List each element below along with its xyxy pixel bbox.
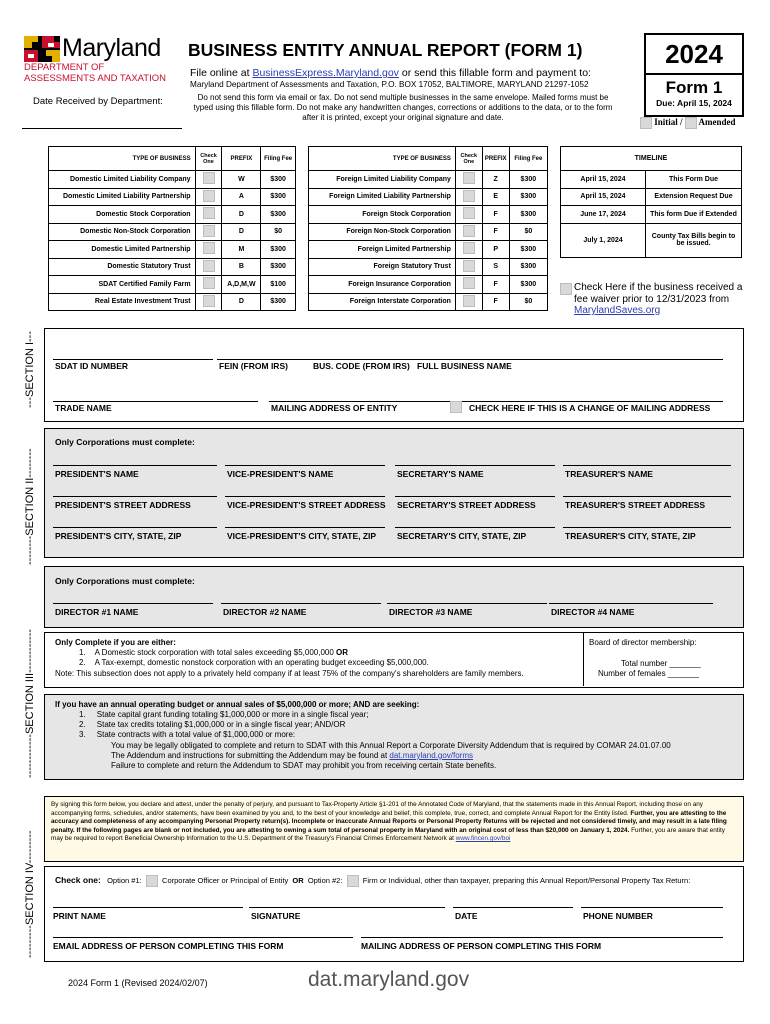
online-prefix: File online at: [190, 67, 253, 79]
table-row: April 15, 2024 This Form Due: [561, 171, 742, 189]
section-3-heading: Only Corporations must complete:: [55, 576, 195, 586]
initial-amended: [640, 117, 736, 129]
footer-website[interactable]: dat.maryland.gov: [308, 968, 470, 991]
table-row: Domestic Non-Stock Corporation D $0: [49, 223, 296, 241]
phone-label: PHONE NUMBER: [583, 911, 653, 921]
revision-note: 2024 Form 1 (Revised 2024/02/07): [68, 978, 208, 988]
dept-line1: DEPARTMENT OF: [24, 62, 105, 73]
maryland-saves-link[interactable]: MarylandSaves.org: [574, 305, 661, 316]
type-checkbox[interactable]: [203, 277, 215, 289]
type-checkbox[interactable]: [203, 295, 215, 307]
form-number: Form 1: [665, 78, 723, 97]
table-row: Foreign Interstate Corporation F $0: [309, 293, 548, 311]
type-checkbox[interactable]: [463, 190, 475, 202]
budget-heading: If you have an annual operating budget or annual sales of $5,000,000 or more; AND are seeking:: [55, 700, 420, 709]
form-title: BUSINESS ENTITY ANNUAL REPORT (FORM 1): [188, 40, 583, 60]
secretary-name-label: SECRETARY'S NAME: [397, 469, 484, 479]
trade-name-label: TRADE NAME: [55, 403, 112, 413]
bus-code-label: BUS. CODE (FROM IRS): [313, 361, 410, 371]
table-row: SDAT Certified Family Farm A,D,M,W $100: [49, 276, 296, 294]
director-1-label: DIRECTOR #1 NAME: [55, 607, 139, 617]
type-checkbox[interactable]: [463, 295, 475, 307]
board-total[interactable]: Total number _______: [621, 659, 701, 668]
address-change-checkbox[interactable]: [450, 401, 462, 413]
logo-wordmark: Maryland: [62, 34, 161, 62]
section-4-label: ---------SECTION IV---------: [24, 830, 36, 958]
section-4-attest: [44, 796, 744, 862]
type-checkbox[interactable]: [463, 225, 475, 237]
check-one-row: Check one: Option #1: Corporate Officer or Principal of Entity OR Option #2: Firm or Individual, other than taxpayer, preparing this Annual Report/Personal Property Tax Return:: [55, 875, 690, 887]
fein-label: FEIN (FROM IRS): [219, 361, 288, 371]
col-fee: Filing Fee: [261, 147, 296, 171]
email-label: EMAIL ADDRESS OF PERSON COMPLETING THIS FORM: [53, 941, 284, 951]
budget-para-1: You may be legally obligated to complete and return to SDAT with this Annual Report a Corporate Diversity Addendum that is required by COMAR 24.01.07.00: [111, 741, 671, 750]
section-2-heading: Only Corporations must complete:: [55, 437, 195, 447]
table-row: June 17, 2024 This form Due if Extended: [561, 206, 742, 224]
option-1-checkbox[interactable]: [146, 875, 158, 887]
fincen-link[interactable]: www.fincen.gov/boi: [455, 835, 511, 843]
director-3-label: DIRECTOR #3 NAME: [389, 607, 473, 617]
col-type: TYPE OF BUSINESS: [309, 147, 456, 171]
director-4-label: DIRECTOR #4 NAME: [551, 607, 635, 617]
section-3-budget: [44, 694, 744, 780]
table-row: Foreign Limited Liability Partnership E $300: [309, 188, 548, 206]
vice-president-street-label: VICE-PRESIDENT'S STREET ADDRESS: [227, 500, 386, 510]
table-row: Foreign Limited Liability Company Z $300: [309, 171, 548, 189]
table-row: Domestic Limited Liability Company W $300: [49, 171, 296, 189]
vice-president-city-label: VICE-PRESIDENT'S CITY, STATE, ZIP: [227, 531, 377, 541]
table-row: July 1, 2024 County Tax Bills begin to be issued.: [561, 223, 742, 257]
table-row: Foreign Stock Corporation F $300: [309, 206, 548, 224]
either-item-2: 2. A Tax-exempt, domestic nonstock corporation with an operating budget exceeding $5,000,000.: [79, 658, 429, 667]
president-street-label: PRESIDENT'S STREET ADDRESS: [55, 500, 191, 510]
fee-waiver-checkbox[interactable]: [560, 283, 572, 295]
type-checkbox[interactable]: [203, 260, 215, 272]
section-2: [44, 428, 744, 558]
preparer-mailing-label: MAILING ADDRESS OF PERSON COMPLETING THIS FORM: [361, 941, 602, 951]
online-filing: [190, 67, 591, 79]
attestation-text: By signing this form below, you declare and attest, under the penalty of perjury, and pursuant to Tax-Property Article §1-201 of the Annotated Code of Maryland, that the statements made in this Annual Report, including those on any accompanying forms, schedules, and/or statements, have been examined by you and, to the best of your knowledge and belief, this complete, true, correct, and complete Annual Report for the Entity listed. Further, you are attesting to the accuracy and completeness of any accompanying Personal Property return(s). Incomplete or inaccurate Annual Reports or Personal Property Returns will be rejected and not considered timely, and may result in a late filing penalty. If the following pages are blank or not included, you are attesting to owning a sum total of personal property in Maryland with an original cost of less than $20,000 on January 1, 2024. Further, you are aware that entity may be required to report Beneficial Ownership Information to the U.S. Department of the Treasury's Financial Crimes Enforcement Network at www.fincen.gov/boi: [51, 801, 727, 843]
table-row: Domestic Statutory Trust B $300: [49, 258, 296, 276]
either-note: Note: This subsection does not apply to a privately held company if at least 75% of the company's shareholders are family members.: [55, 669, 524, 678]
full-business-name-label: FULL BUSINESS NAME: [417, 361, 512, 371]
treasurer-name-label: TREASURER'S NAME: [565, 469, 653, 479]
domestic-business-table: [48, 146, 296, 311]
amended-checkbox[interactable]: [685, 117, 697, 129]
type-checkbox[interactable]: [463, 277, 475, 289]
either-heading: Only Complete if you are either:: [55, 638, 176, 647]
date-received-label: Date Received by Department:: [33, 96, 163, 107]
section-1-label: ---SECTION I---: [24, 331, 36, 408]
type-checkbox[interactable]: [463, 172, 475, 184]
signature-label: SIGNATURE: [251, 911, 301, 921]
table-row: Domestic Stock Corporation D $300: [49, 206, 296, 224]
type-checkbox[interactable]: [203, 207, 215, 219]
type-checkbox[interactable]: [203, 242, 215, 254]
secretary-city-label: SECRETARY'S CITY, STATE, ZIP: [397, 531, 527, 541]
type-checkbox[interactable]: [463, 260, 475, 272]
print-name-label: PRINT NAME: [53, 911, 106, 921]
maryland-logo: [24, 34, 174, 84]
vice-president-name-label: VICE-PRESIDENT'S NAME: [227, 469, 334, 479]
address-change-label: CHECK HERE IF THIS IS A CHANGE OF MAILING ADDRESS: [469, 403, 711, 413]
year-box: [644, 33, 744, 117]
form-year: 2024: [665, 39, 723, 69]
board-females[interactable]: Number of females _______: [598, 669, 699, 678]
dept-line2: ASSESSMENTS AND TAXATION: [24, 73, 167, 84]
col-prefix: PREFIX: [482, 147, 509, 171]
table-row: April 15, 2024 Extension Request Due: [561, 188, 742, 206]
table-row: Foreign Limited Partnership P $300: [309, 241, 548, 259]
type-checkbox[interactable]: [463, 207, 475, 219]
business-express-link[interactable]: BusinessExpress.Maryland.gov: [252, 67, 399, 79]
section-4-signature: [44, 866, 744, 962]
online-suffix: or send this fillable form and payment to:: [398, 67, 591, 79]
option-2-checkbox[interactable]: [347, 875, 359, 887]
budget-item-1: 1. State capital grant funding totaling $1,000,000 or more in a single fiscal year;: [79, 710, 369, 719]
initial-checkbox[interactable]: [640, 117, 652, 129]
forms-link[interactable]: dat.maryland.gov/forms: [389, 751, 473, 760]
foreign-business-table: [308, 146, 548, 311]
type-checkbox[interactable]: [203, 172, 215, 184]
director-2-label: DIRECTOR #2 NAME: [223, 607, 307, 617]
mailing-address-label: MAILING ADDRESS OF ENTITY: [271, 403, 398, 413]
col-check: Check One: [455, 147, 482, 171]
section-1: [44, 328, 744, 422]
president-name-label: PRESIDENT'S NAME: [55, 469, 139, 479]
amended-label: Amended: [698, 117, 736, 128]
col-fee: Filing Fee: [509, 147, 547, 171]
table-row: Foreign Statutory Trust S $300: [309, 258, 548, 276]
initial-label: Initial /: [654, 117, 683, 128]
table-row: Real Estate Investment Trust D $300: [49, 293, 296, 311]
col-type: TYPE OF BUSINESS: [49, 147, 196, 171]
fee-waiver-text: Check Here if the business received a fee waiver prior to 12/31/2023 from MarylandSaves.org: [574, 282, 743, 316]
mailing-instructions: Do not send this form via email or fax. Do not send multiple businesses in the same envelope. Mailed forms must be typed using this fillable form. Do not make any handwritten changes, corrections or additions to the data, or to the form after it is printed, except your original signature and date.: [193, 93, 613, 122]
section-3-directors: [44, 566, 744, 628]
sdat-id-label: SDAT ID NUMBER: [55, 361, 129, 371]
type-checkbox[interactable]: [203, 225, 215, 237]
president-city-label: PRESIDENT'S CITY, STATE, ZIP: [55, 531, 182, 541]
secretary-street-label: SECRETARY'S STREET ADDRESS: [397, 500, 536, 510]
table-row: Foreign Non-Stock Corporation F $0: [309, 223, 548, 241]
budget-item-3: 3. State contracts with a total value of $1,000,000 or more:: [79, 730, 296, 739]
section-3-either: [44, 632, 744, 688]
type-checkbox[interactable]: [203, 190, 215, 202]
board-heading: Board of director membership:: [589, 638, 697, 647]
treasurer-street-label: TREASURER'S STREET ADDRESS: [565, 500, 706, 510]
date-received-field[interactable]: [22, 128, 182, 129]
date-label: DATE: [455, 911, 478, 921]
section-2-label: --------SECTION II--------: [24, 448, 36, 565]
table-row: Foreign Insurance Corporation F $300: [309, 276, 548, 294]
timeline-table: [560, 146, 742, 258]
section-3-label: ------------SECTION III------------: [24, 628, 36, 778]
maryland-flag-icon: [24, 36, 60, 62]
budget-para-2: The Addendum and instructions for submitting the Addendum may be found at dat.maryland.gov/forms: [111, 751, 473, 760]
due-date: Due: April 15, 2024: [656, 98, 732, 108]
col-check: Check One: [195, 147, 222, 171]
timeline-header: TIMELINE: [561, 147, 742, 171]
budget-para-3: Failure to complete and return the Addendum to SDAT may prohibit you from receiving certain State benefits.: [111, 761, 497, 770]
table-row: Domestic Limited Liability Partnership A $300: [49, 188, 296, 206]
either-item-1: 1. A Domestic stock corporation with total sales exceeding $5,000,000 OR: [79, 648, 349, 657]
table-row: Domestic Limited Partnership M $300: [49, 241, 296, 259]
mailing-address-sdat: Maryland Department of Assessments and Taxation, P.O. BOX 17052, BALTIMORE, MARYLAND 21297-1052: [190, 80, 589, 89]
type-checkbox[interactable]: [463, 242, 475, 254]
col-prefix: PREFIX: [222, 147, 261, 171]
budget-item-2: 2. State tax credits totaling $1,000,000 or in a single fiscal year; AND/OR: [79, 720, 346, 729]
treasurer-city-label: TREASURER'S CITY, STATE, ZIP: [565, 531, 696, 541]
